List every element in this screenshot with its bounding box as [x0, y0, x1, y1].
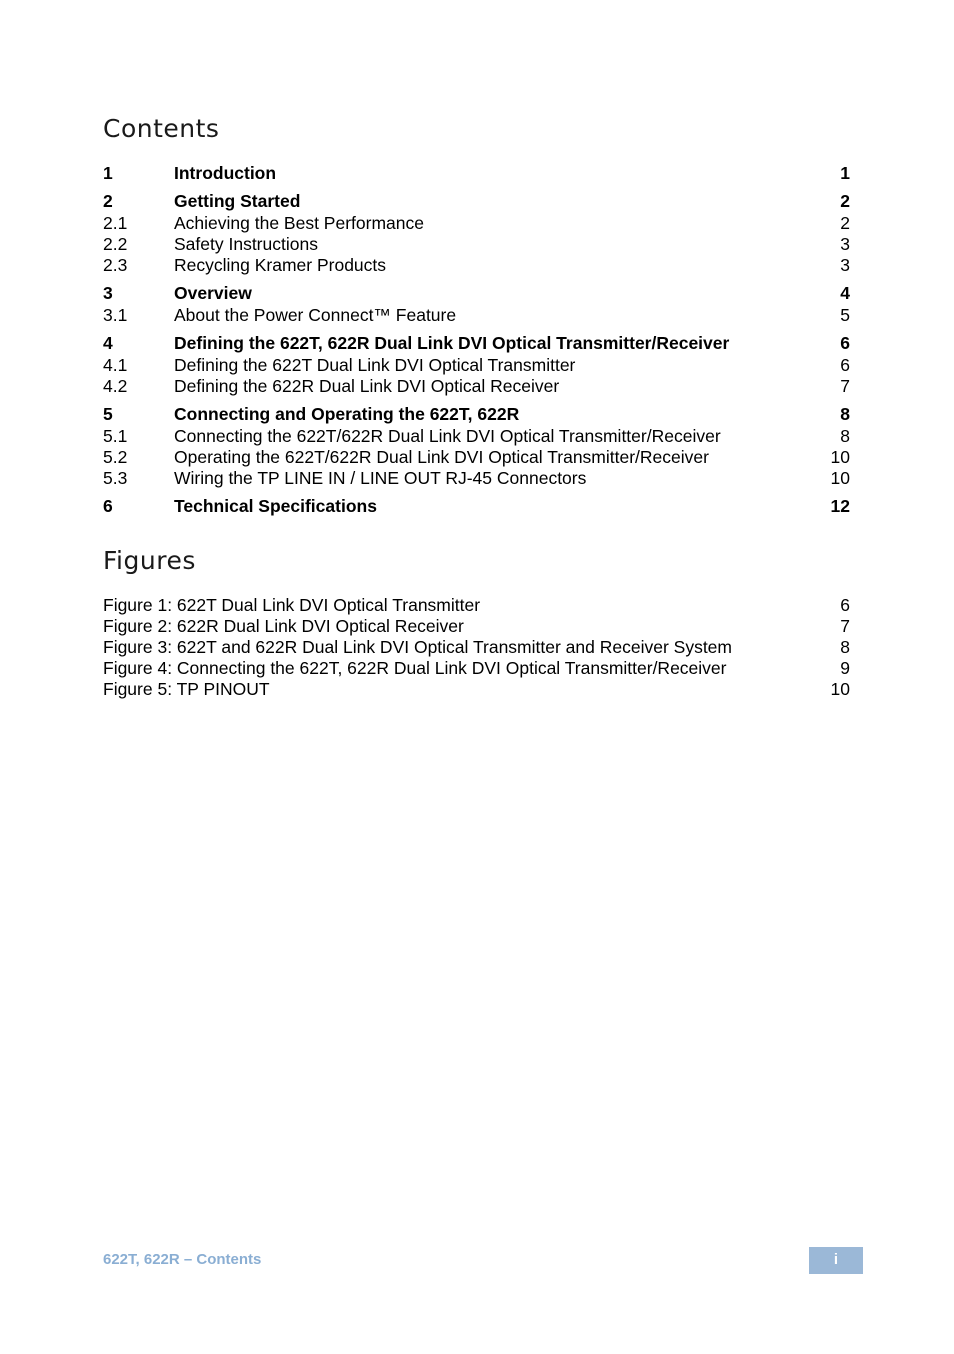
toc-entry-page: 3	[840, 234, 850, 254]
figure-list-row[interactable]	[103, 616, 850, 637]
toc-entry-page: 6	[840, 333, 850, 353]
toc-entry-page: 3	[840, 255, 850, 275]
toc-entry-page: 8	[840, 404, 850, 424]
toc-entry-number: 3.1	[103, 305, 128, 325]
toc-chapter-row[interactable]	[103, 332, 850, 354]
figure-list-row[interactable]	[103, 637, 850, 658]
figure-list-row[interactable]	[103, 658, 850, 679]
toc-entry-title: Defining the 622T Dual Link DVI Optical Transmitter	[174, 355, 576, 375]
toc-entry-page: 8	[840, 426, 850, 446]
toc-section-row[interactable]	[103, 376, 850, 397]
toc-entry-title: Technical Specifications	[174, 496, 377, 516]
toc-entry-page: 7	[840, 376, 850, 396]
toc-entry-title: About the Power Connect™ Feature	[174, 305, 457, 325]
toc-section-row[interactable]	[103, 447, 850, 468]
toc-entry-page: 10	[830, 468, 850, 488]
figure-entry-page: 7	[840, 616, 850, 636]
toc-entry-page: 2	[840, 213, 850, 233]
toc-entry-number: 2.3	[103, 255, 128, 275]
figure-entry-title: Figure 4: Connecting the 622T, 622R Dual Link DVI Optical Transmitter/Receiver	[103, 658, 727, 678]
toc-entry-number: 5.1	[103, 426, 128, 446]
toc-entry-title: Operating the 622T/622R Dual Link DVI Optical Transmitter/Receiver	[174, 447, 709, 467]
figure-entry-page: 8	[840, 637, 850, 657]
toc-entry-page: 4	[840, 283, 850, 303]
toc-chapter-row[interactable]	[103, 495, 850, 517]
toc-entry-page: 6	[840, 355, 850, 375]
toc-section-row[interactable]	[103, 305, 850, 326]
toc-entry-number: 4.1	[103, 355, 128, 375]
toc-entry-title: Recycling Kramer Products	[174, 255, 387, 275]
toc-entry-number: 1	[103, 163, 113, 183]
toc-entry-page: 2	[840, 191, 850, 211]
toc-entry-title: Overview	[174, 283, 252, 303]
toc-entry-title: Safety Instructions	[174, 234, 318, 254]
figure-list-row[interactable]	[103, 595, 850, 616]
toc-entry-number: 3	[103, 283, 113, 303]
toc-entry-number: 2.2	[103, 234, 128, 254]
figure-entry-page: 10	[830, 679, 850, 699]
toc-entry-number: 6	[103, 496, 113, 516]
toc-entry-title: Connecting and Operating the 622T, 622R	[174, 404, 520, 424]
figure-entry-page: 6	[840, 595, 850, 615]
toc-entry-number: 5.2	[103, 447, 128, 467]
toc-entry-page: 12	[830, 496, 850, 516]
toc-entry-number: 4.2	[103, 376, 128, 396]
toc-entry-title: Defining the 622R Dual Link DVI Optical Receiver	[174, 376, 560, 396]
figure-entry-title: Figure 3: 622T and 622R Dual Link DVI Optical Transmitter and Receiver System	[103, 637, 732, 657]
toc-entry-title: Achieving the Best Performance	[174, 213, 424, 233]
toc-section-row[interactable]	[103, 234, 850, 255]
toc-entry-title: Defining the 622T, 622R Dual Link DVI Optical Transmitter/Receiver	[174, 333, 730, 353]
toc-chapter-row[interactable]	[103, 403, 850, 425]
toc-entry-number: 2.1	[103, 213, 128, 233]
figure-entry-title: Figure 2: 622R Dual Link DVI Optical Receiver	[103, 616, 464, 636]
page-number-badge: i	[809, 1247, 863, 1274]
figure-list-row[interactable]	[103, 679, 850, 700]
figure-entry-title: Figure 1: 622T Dual Link DVI Optical Transmitter	[103, 595, 481, 615]
toc-entry-title: Getting Started	[174, 191, 301, 211]
toc-entry-page: 5	[840, 305, 850, 325]
toc-entry-title: Connecting the 622T/622R Dual Link DVI Optical Transmitter/Receiver	[174, 426, 721, 446]
footer-title: 622T, 622R – Contents	[103, 1251, 262, 1268]
toc-section-row[interactable]	[103, 213, 850, 234]
toc-entry-page: 10	[830, 447, 850, 467]
table-of-contents	[103, 162, 850, 517]
toc-section-row[interactable]	[103, 355, 850, 376]
list-of-figures	[103, 595, 850, 700]
figure-entry-page: 9	[840, 658, 850, 678]
toc-entry-number: 5	[103, 404, 113, 424]
toc-chapter-row[interactable]	[103, 190, 850, 212]
toc-chapter-row[interactable]	[103, 162, 850, 184]
toc-chapter-row[interactable]	[103, 282, 850, 304]
figures-heading: Figures	[103, 546, 196, 575]
contents-heading: Contents	[103, 114, 220, 143]
toc-section-row[interactable]	[103, 426, 850, 447]
toc-section-row[interactable]	[103, 255, 850, 276]
toc-entry-title: Introduction	[174, 163, 277, 183]
toc-entry-page: 1	[840, 163, 850, 183]
toc-entry-title: Wiring the TP LINE IN / LINE OUT RJ-45 Connectors	[174, 468, 587, 488]
toc-entry-number: 4	[103, 333, 113, 353]
toc-entry-number: 2	[103, 191, 113, 211]
figure-entry-title: Figure 5: TP PINOUT	[103, 679, 270, 699]
toc-entry-number: 5.3	[103, 468, 128, 488]
toc-section-row[interactable]	[103, 468, 850, 489]
